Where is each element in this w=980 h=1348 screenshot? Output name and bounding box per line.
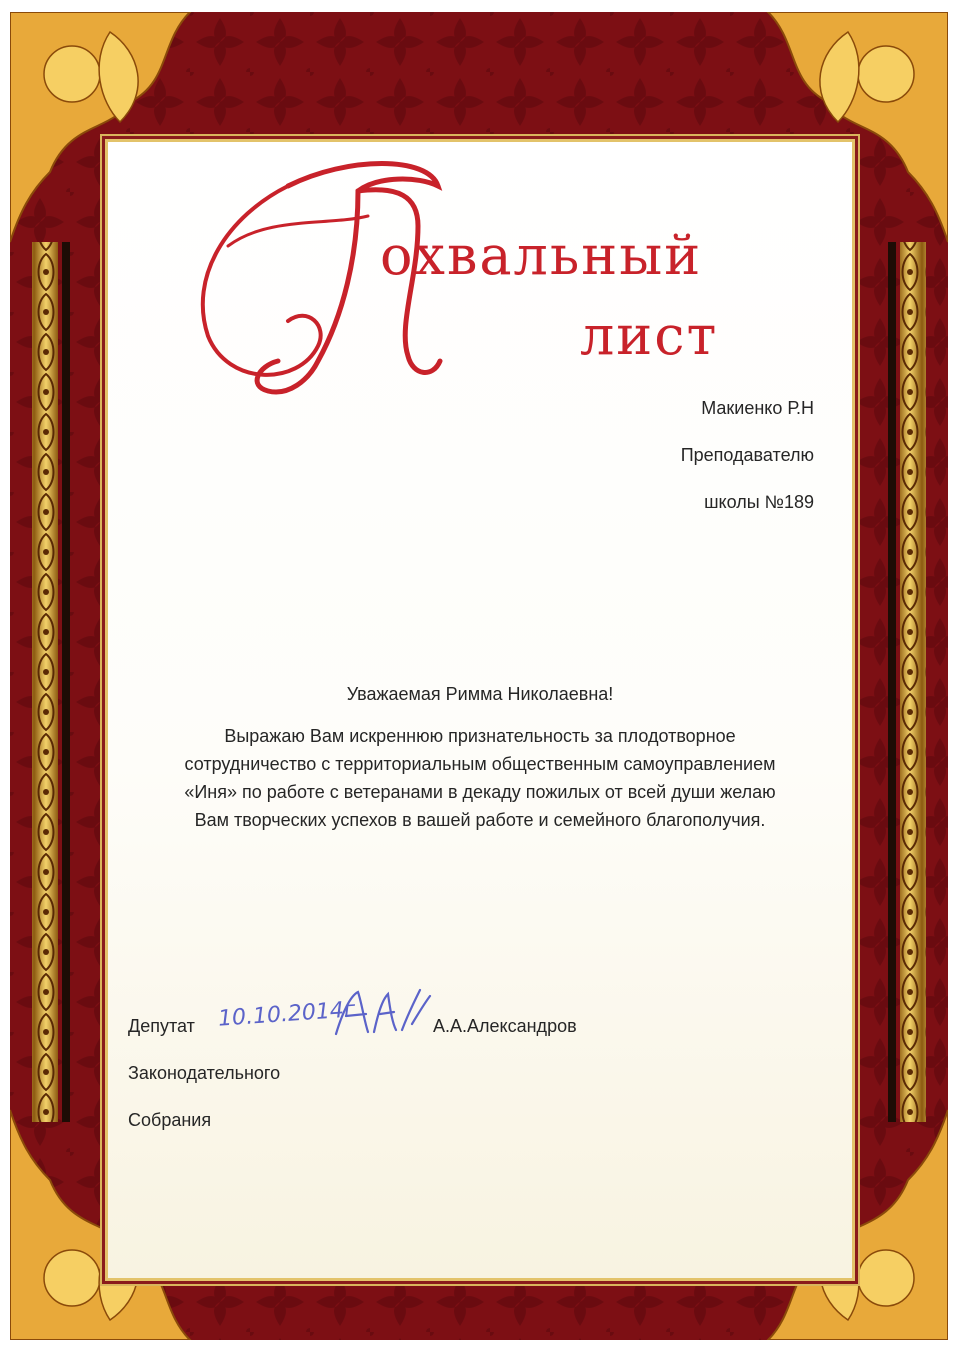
message-line: Вам творческих успехов в вашей работе и семейного благополучия. (194, 810, 766, 830)
signatory-title (128, 1014, 280, 1155)
signatory-title-line-3: Собрания (128, 1110, 212, 1130)
recipient-name: Макиенко Р.Н (701, 398, 814, 418)
handwritten-signature (328, 984, 438, 1044)
recipient-position: Преподавателю (680, 445, 814, 465)
signatory-title-line-2: Законодательного (128, 1063, 281, 1083)
handwritten-date: 10.10.2014г (217, 997, 357, 1032)
signatory-name: А.А.Александров (433, 1016, 577, 1036)
signatory-title-line-1: Депутат (128, 1016, 195, 1036)
message-line: «Иня» по работе с ветеранами в декаду пожилых от всей души желаю (184, 782, 776, 802)
title-line-2: лист (580, 304, 719, 367)
recipient-block (681, 396, 814, 537)
certificate-sheet (10, 12, 948, 1340)
message-body (108, 722, 852, 834)
certificate-title (108, 142, 852, 402)
certificate-paper (108, 142, 852, 1278)
title-line-1: охвальный (380, 224, 703, 287)
message-line: сотрудничество с территориальным общественным самоуправлением (184, 754, 776, 774)
greeting: Уважаемая Римма Николаевна! (346, 684, 614, 704)
recipient-school: школы №189 (704, 492, 814, 512)
message-line: Выражаю Вам искреннюю признательность за плодотворное (224, 726, 736, 746)
